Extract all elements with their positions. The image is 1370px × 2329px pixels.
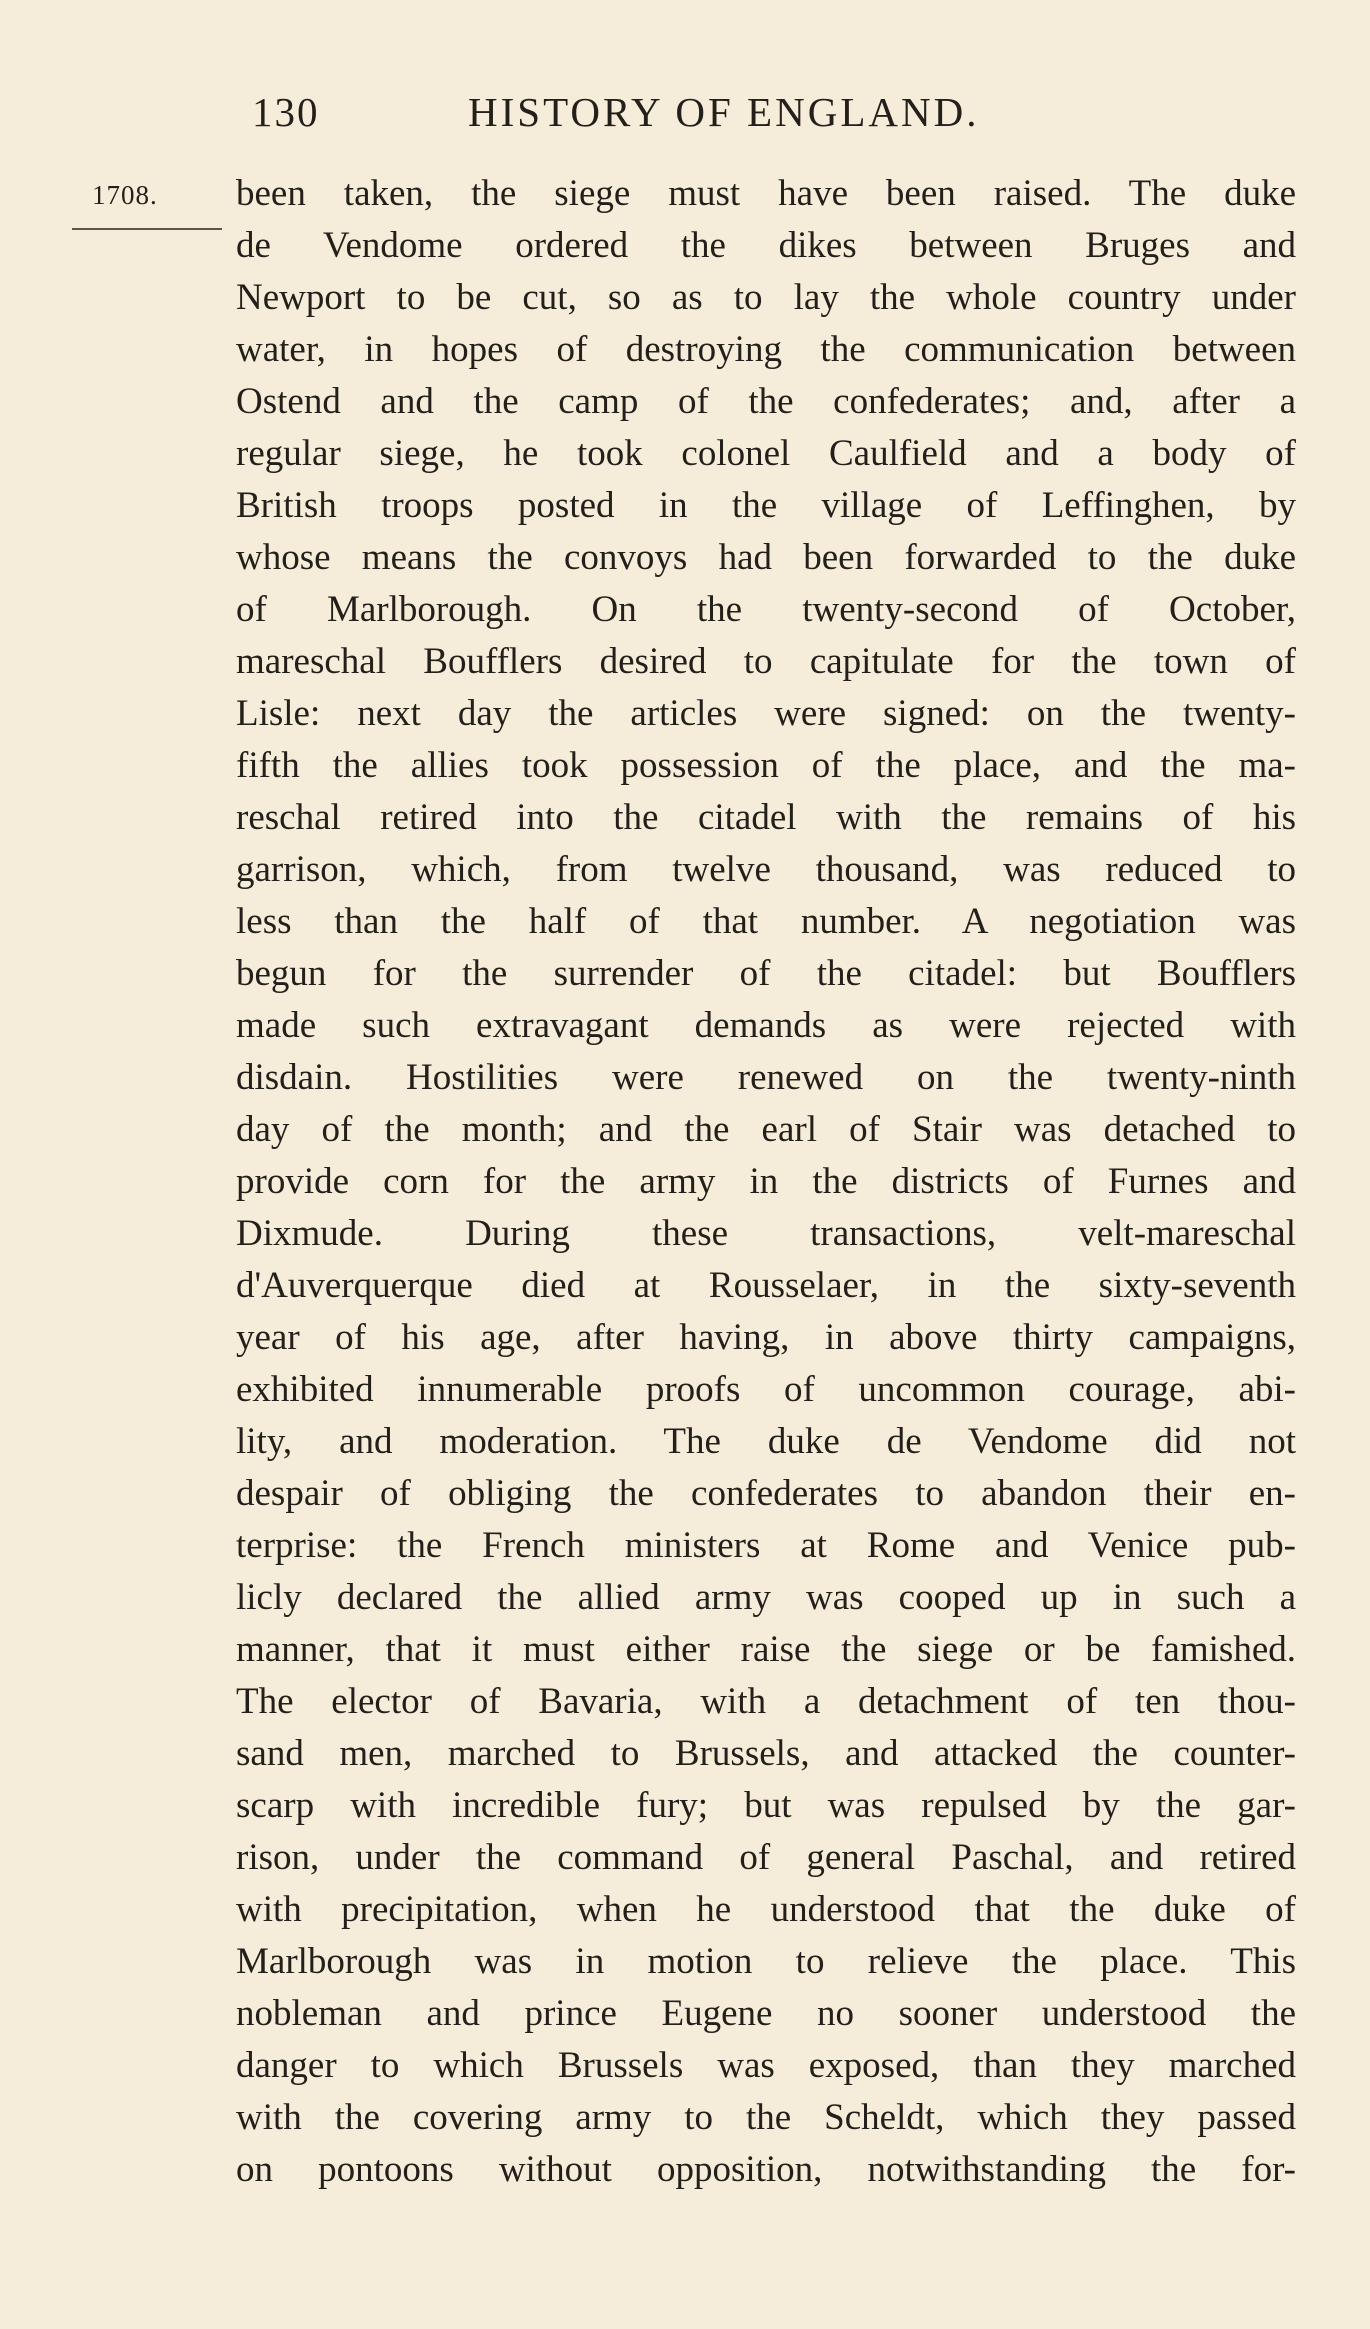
text-line: terprise: the French ministers at Rome and Venice pub-: [236, 1525, 1296, 1566]
text-line: licly declared the allied army was cooped up in such a: [236, 1577, 1296, 1618]
text-line: Lisle: next day the articles were signed: on the twenty-: [236, 693, 1296, 734]
text-line: Dixmude. During these transactions, velt-mareschal: [236, 1213, 1296, 1254]
text-line: fifth the allies took possession of the place, and the ma-: [236, 745, 1296, 786]
text-line: disdain. Hostilities were renewed on the twenty-ninth: [236, 1057, 1296, 1098]
text-line: with precipitation, when he understood that the duke of: [236, 1889, 1296, 1930]
text-line: rison, under the command of general Paschal, and retired: [236, 1837, 1296, 1878]
text-line: of Marlborough. On the twenty-second of October,: [236, 589, 1296, 630]
text-line: with the covering army to the Scheldt, which they passed: [236, 2097, 1296, 2138]
text-line: Ostend and the camp of the confederates; and, after a: [236, 381, 1296, 422]
text-line: scarp with incredible fury; but was repulsed by the gar-: [236, 1785, 1296, 1826]
text-line: been taken, the siege must have been raised. The duke: [236, 173, 1296, 214]
margin-year-note: 1708.: [92, 180, 158, 210]
text-line: despair of obliging the confederates to abandon their en-: [236, 1473, 1296, 1514]
text-line: less than the half of that number. A negotiation was: [236, 901, 1296, 942]
text-line: d'Auverquerque died at Rousselaer, in the sixty-seventh: [236, 1265, 1296, 1306]
text-line: manner, that it must either raise the siege or be famished.: [236, 1629, 1296, 1670]
text-line: British troops posted in the village of Leffinghen, by: [236, 485, 1296, 526]
text-line: sand men, marched to Brussels, and attacked the counter-: [236, 1733, 1296, 1774]
text-line: day of the month; and the earl of Stair was detached to: [236, 1109, 1296, 1150]
page-number: 130: [252, 89, 320, 135]
text-line: danger to which Brussels was exposed, than they marched: [236, 2045, 1296, 2086]
text-line: year of his age, after having, in above thirty campaigns,: [236, 1317, 1296, 1358]
text-line: provide corn for the army in the districts of Furnes and: [236, 1161, 1296, 1202]
text-line: nobleman and prince Eugene no sooner understood the: [236, 1993, 1296, 2034]
margin-rule: [72, 228, 222, 230]
text-line: de Vendome ordered the dikes between Bruges and: [236, 225, 1296, 266]
text-line: made such extravagant demands as were rejected with: [236, 1005, 1296, 1046]
running-title: HISTORY OF ENGLAND.: [468, 89, 980, 135]
running-head: [252, 88, 1062, 138]
body-text: [236, 168, 1296, 2196]
text-line: lity, and moderation. The duke de Vendome did not: [236, 1421, 1296, 1462]
text-line: regular siege, he took colonel Caulfield and a body of: [236, 433, 1296, 474]
text-line: reschal retired into the citadel with the remains of his: [236, 797, 1296, 838]
text-line: Newport to be cut, so as to lay the whole country under: [236, 277, 1296, 318]
text-line: whose means the convoys had been forwarded to the duke: [236, 537, 1296, 578]
text-line: water, in hopes of destroying the communication between: [236, 329, 1296, 370]
text-line: mareschal Boufflers desired to capitulate for the town of: [236, 641, 1296, 682]
text-line: begun for the surrender of the citadel: but Boufflers: [236, 953, 1296, 994]
text-line: garrison, which, from twelve thousand, was reduced to: [236, 849, 1296, 890]
text-line: on pontoons without opposition, notwithstanding the for-: [236, 2149, 1296, 2190]
text-line: Marlborough was in motion to relieve the place. This: [236, 1941, 1296, 1982]
text-line: The elector of Bavaria, with a detachment of ten thou-: [236, 1681, 1296, 1722]
text-line: exhibited innumerable proofs of uncommon courage, abi-: [236, 1369, 1296, 1410]
